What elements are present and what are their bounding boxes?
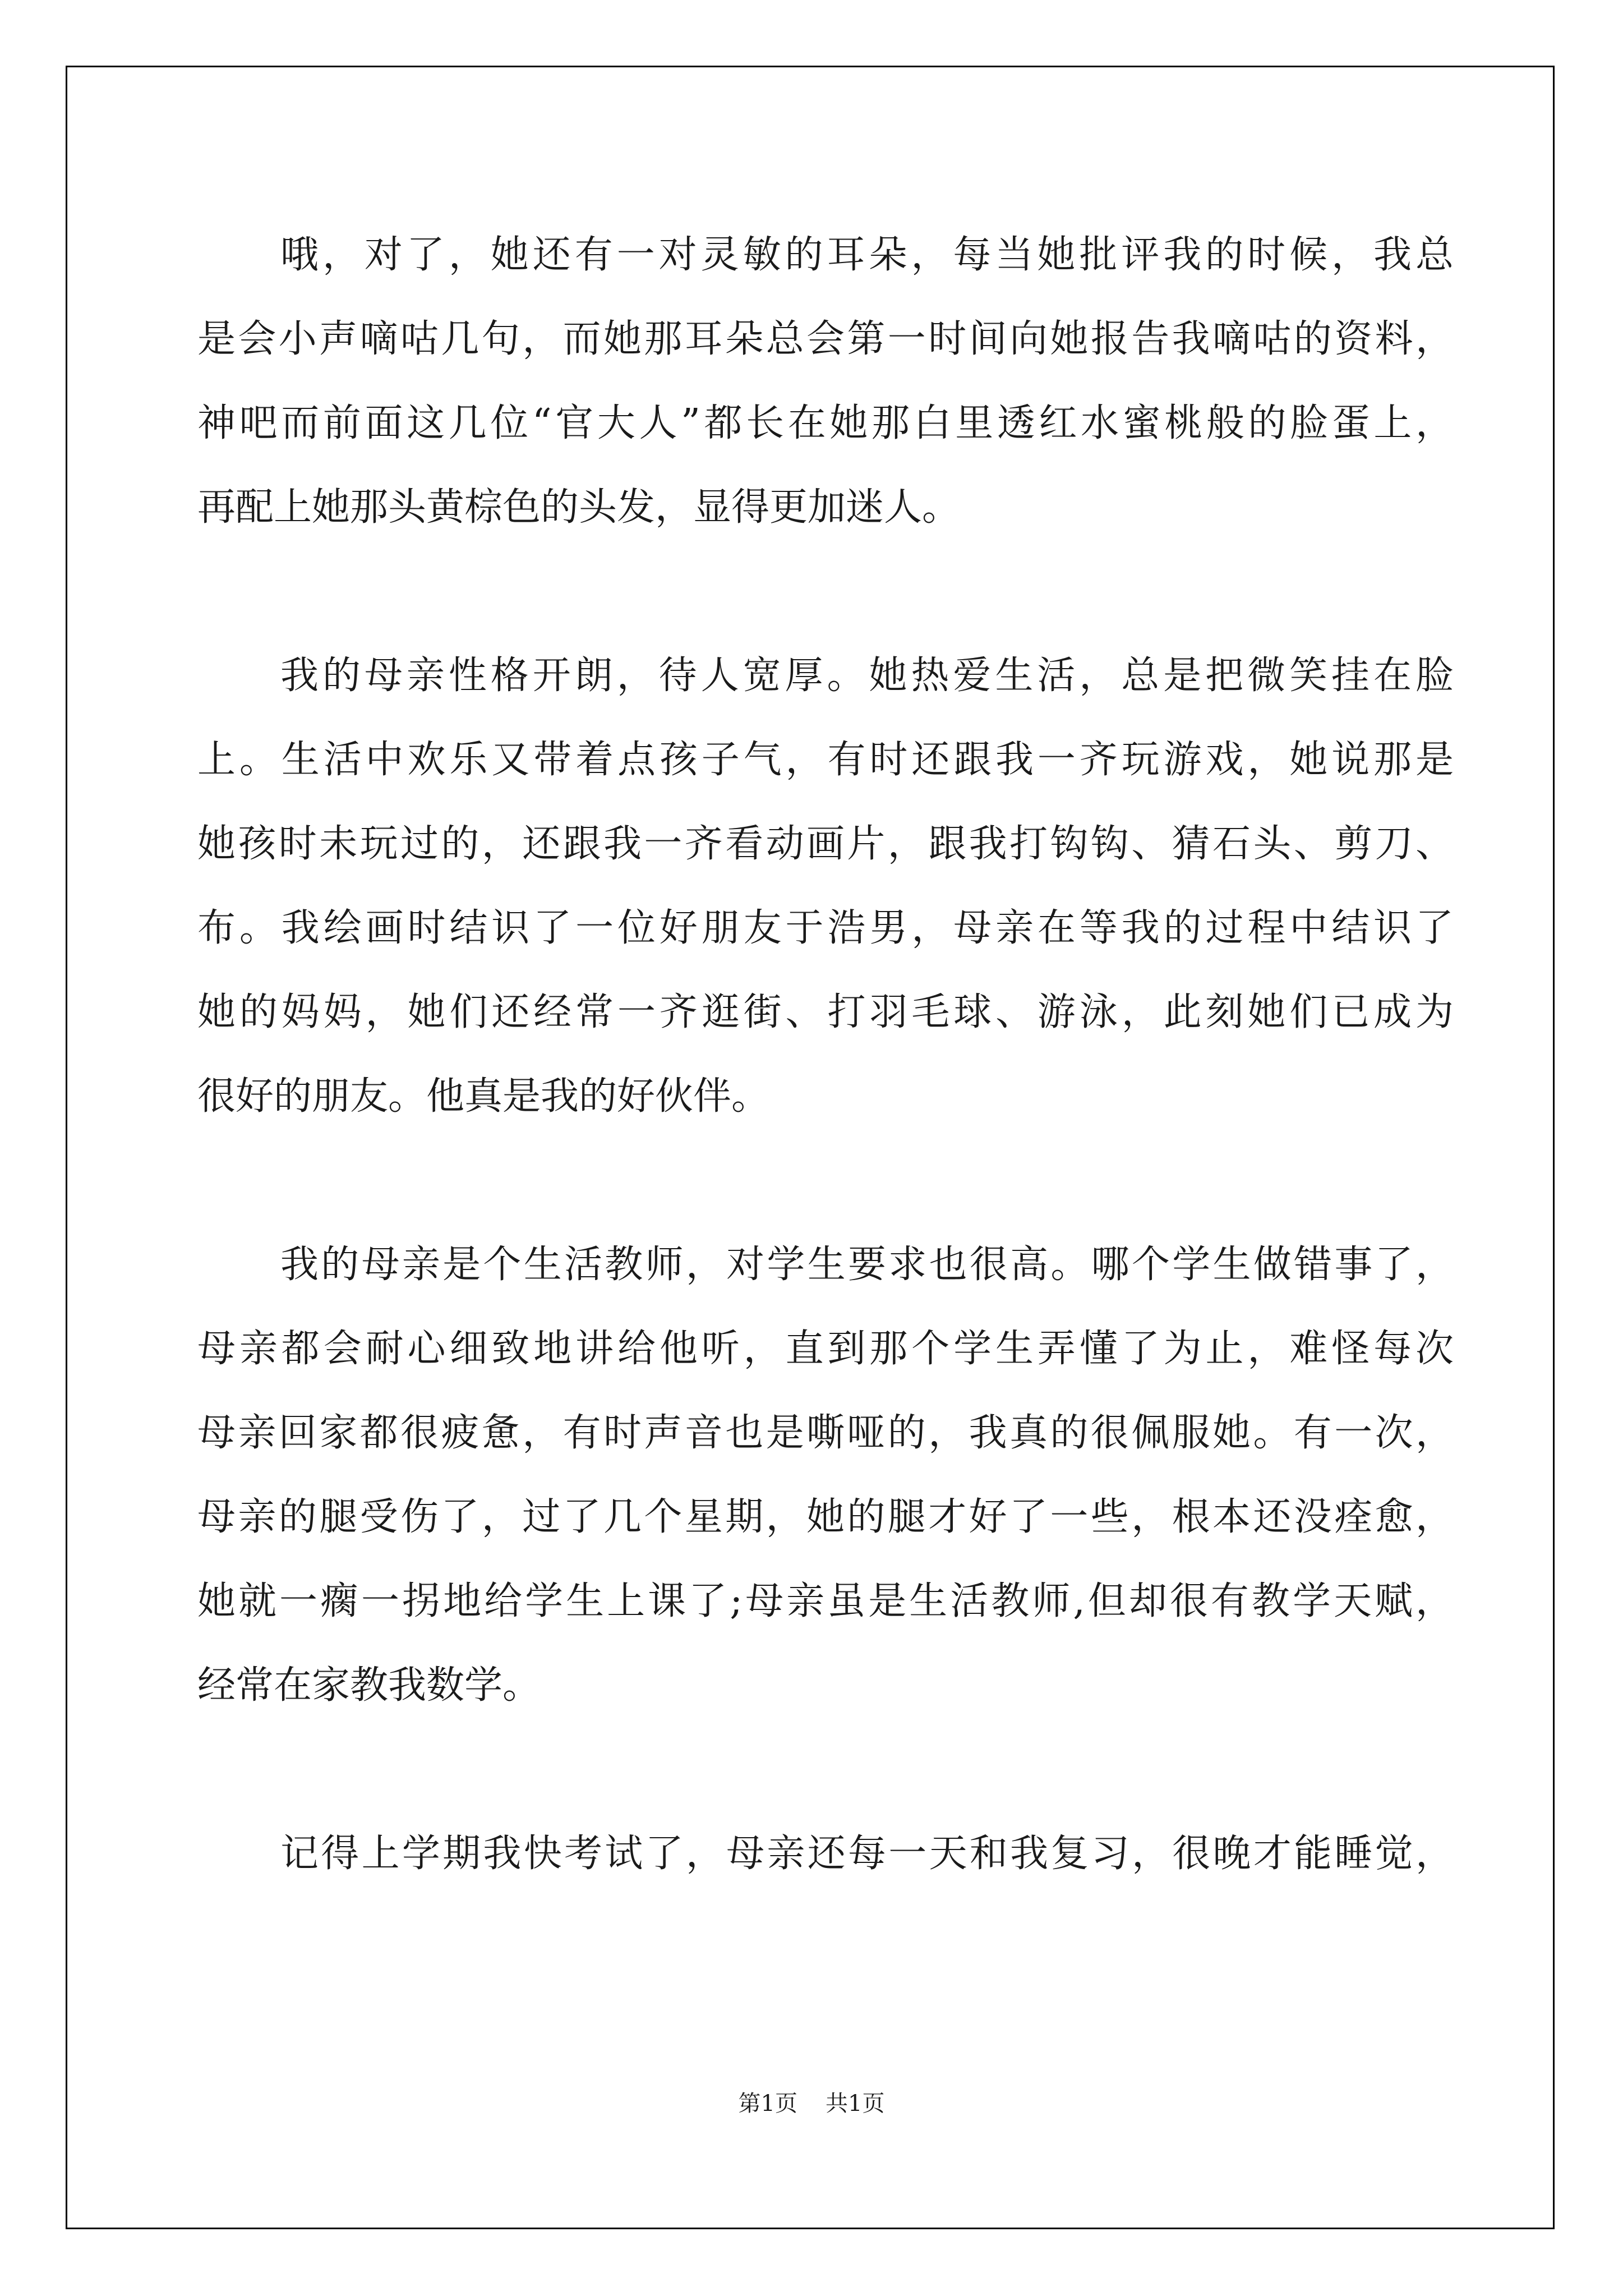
paragraph-line: 很好的朋友。他真是我的好伙伴。 (197, 1074, 770, 1119)
page-footer (0, 2087, 1623, 2120)
paragraph-line: 母亲都会耐心细致地讲给他听，直到那个学生弄懂了为止，难怪每次 (197, 1327, 1454, 1371)
paragraph-line: 她孩时未玩过的，还跟我一齐看动画片，跟我打钩钩、猜石头、剪刀、 (197, 822, 1454, 866)
paragraph-line: 她就一瘸一拐地给学生上课了;母亲虽是生活教师,但却很有教学天赋， (197, 1579, 1454, 1623)
paragraph-line: 经常在家教我数学。 (197, 1663, 541, 1708)
page-number: 第1页 (738, 2091, 797, 2116)
page-border (66, 66, 1555, 2229)
paragraph-line: 我的母亲是个生活教师，对学生要求也很高。哪个学生做错事了， (280, 1243, 1454, 1287)
paragraph-line: 记得上学期我快考试了，母亲还每一天和我复习，很晚才能睡觉， (280, 1832, 1454, 1876)
paragraph-line: 她的妈妈，她们还经常一齐逛街、打羽毛球、游泳，此刻她们已成为 (197, 990, 1454, 1034)
paragraph-line: 上。生活中欢乐又带着点孩子气，有时还跟我一齐玩游戏，她说那是 (197, 738, 1454, 782)
paragraph-line: 哦，对了，她还有一对灵敏的耳朵，每当她批评我的时候，我总 (280, 233, 1454, 277)
paragraph-line: 母亲回家都很疲惫，有时声音也是嘶哑的，我真的很佩服她。有一次， (197, 1411, 1454, 1455)
paragraph-line: 神吧而前面这几位“官大人”都长在她那白里透红水蜜桃般的脸蛋上， (197, 401, 1454, 445)
paragraph-line: 再配上她那头黄棕色的头发，显得更加迷人。 (197, 485, 961, 530)
paragraph-line: 母亲的腿受伤了，过了几个星期，她的腿才好了一些，根本还没痊愈， (197, 1495, 1454, 1539)
paragraph-line: 布。我绘画时结识了一位好朋友于浩男，母亲在等我的过程中结识了 (197, 906, 1454, 950)
paragraph-line: 是会小声嘀咕几句，而她那耳朵总会第一时间向她报告我嘀咕的资料， (197, 317, 1454, 361)
page-total: 共1页 (826, 2091, 885, 2116)
paragraph-line: 我的母亲性格开朗，待人宽厚。她热爱生活，总是把微笑挂在脸 (280, 654, 1454, 698)
